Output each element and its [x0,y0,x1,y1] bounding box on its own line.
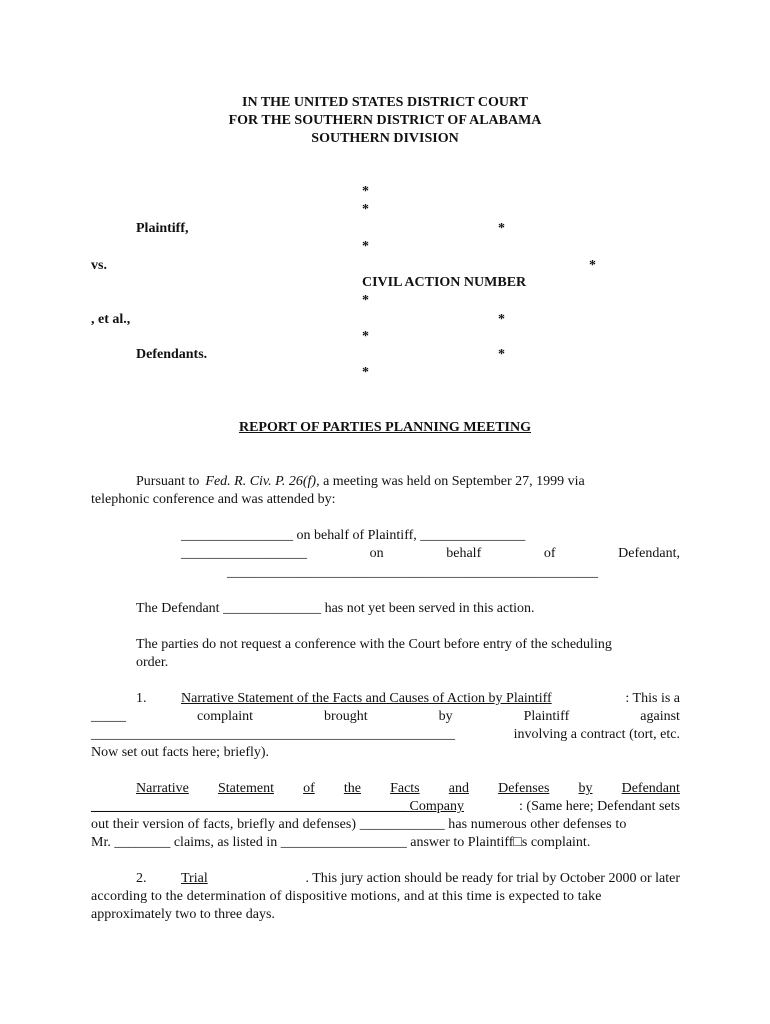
attendee-blank: __________________ [181,546,307,561]
intro-text-a: Pursuant to [136,474,200,489]
text: : (Same here; Defendant sets [519,799,680,814]
caption-asterisk: * [362,202,369,217]
word: Statement [217,781,274,796]
no-conference-line-1: The parties do not request a conference with the Court before entry of the scheduling [136,637,612,652]
caption-asterisk: * [362,365,369,380]
caption-asterisk: * [498,312,505,327]
et-al-label: , et al., [91,312,131,327]
word: against [640,709,680,724]
word: of [303,781,315,796]
attendee-word: behalf [446,546,482,561]
court-division: SOUTHERN DIVISION [311,131,459,146]
caption-asterisk: * [362,293,369,308]
no-conference-line-2: order. [136,655,169,670]
plaintiff-label: Plaintiff, [136,221,189,236]
word: _____ [91,709,126,724]
word: Defendant [621,781,680,796]
word: Defenses [498,781,550,796]
word: the [343,781,361,796]
text: involving a contract (tort, etc. [513,727,680,742]
caption-asterisk: * [362,329,369,344]
word: brought [324,709,368,724]
word: Facts [390,781,420,796]
section-2-line-2: according to the determination of dispositive motions, and at this time is expected to take [91,889,602,904]
word: and [448,781,469,796]
section-1-title: Narrative Statement of the Facts and Causes of Action by Plaintiff [181,691,552,706]
section-1-number: 1. [136,691,147,706]
intro-text-c: , a meeting was held on September 27, 1999 via [316,474,585,489]
attendee-word: of [543,546,556,561]
section-1-heading-line [181,690,680,708]
word: complaint [197,709,254,724]
section-2-heading-line [181,870,680,888]
caption-asterisk: * [362,184,369,199]
section-1-line-4: Now set out facts here; briefly). [91,745,270,760]
word: Plaintiff [523,709,570,724]
caption-asterisk: * [498,347,505,362]
intro-line-2: telephonic conference and was attended by: [91,492,336,507]
word: Narrative [136,781,189,796]
defense-heading [136,780,680,798]
word: by [578,781,593,796]
blank-line: ____________________________________________________ [91,727,455,742]
attendees-line-3: _____________________________________________________ [227,565,598,580]
attendees-line-2 [181,545,680,563]
caption-asterisk: * [589,258,596,273]
versus-label: vs. [91,258,107,273]
court-name-line-1: IN THE UNITED STATES DISTRICT COURT [242,95,528,110]
caption-asterisk: * [498,221,505,236]
court-name-line-2: FOR THE SOUTHERN DISTRICT OF ALABAMA [228,113,542,128]
section-1-line-2 [91,708,680,726]
defendants-label: Defendants. [136,347,208,362]
section-1-line-3 [91,726,680,744]
attendee-word: Defendant, [618,546,680,561]
attendees-line-1: ________________ on behalf of Plaintiff, _______________ [181,528,526,543]
section-2-title: Trial [181,871,208,886]
caption-asterisk: * [362,239,369,254]
section-2-rest: . This jury action should be ready for trial by October 2000 or later [305,871,680,886]
section-2-line-3: approximately two to three days. [91,907,275,922]
defendant-company-blank: _____________________________________________ Company [91,799,464,814]
report-title: REPORT OF PARTIES PLANNING MEETING [238,420,531,435]
intro-line-1 [136,473,680,491]
defense-line-4: Mr. ________ claims, as listed in __________________ answer to Plaintiff□s complaint. [91,835,591,850]
defendant-not-served: The Defendant ______________ has not yet been served in this action. [136,601,535,616]
civil-action-number-label: CIVIL ACTION NUMBER [362,275,527,290]
rule-citation: Fed. R. Civ. P. 26(f) [205,474,317,489]
section-1-rest: : This is a [625,691,680,706]
word: by [438,709,453,724]
defense-line-3: out their version of facts, briefly and defenses) ____________ has numerous other defenses to [91,817,627,832]
attendee-word: on [369,546,384,561]
defense-line-2 [91,798,680,816]
section-2-number: 2. [136,871,147,886]
